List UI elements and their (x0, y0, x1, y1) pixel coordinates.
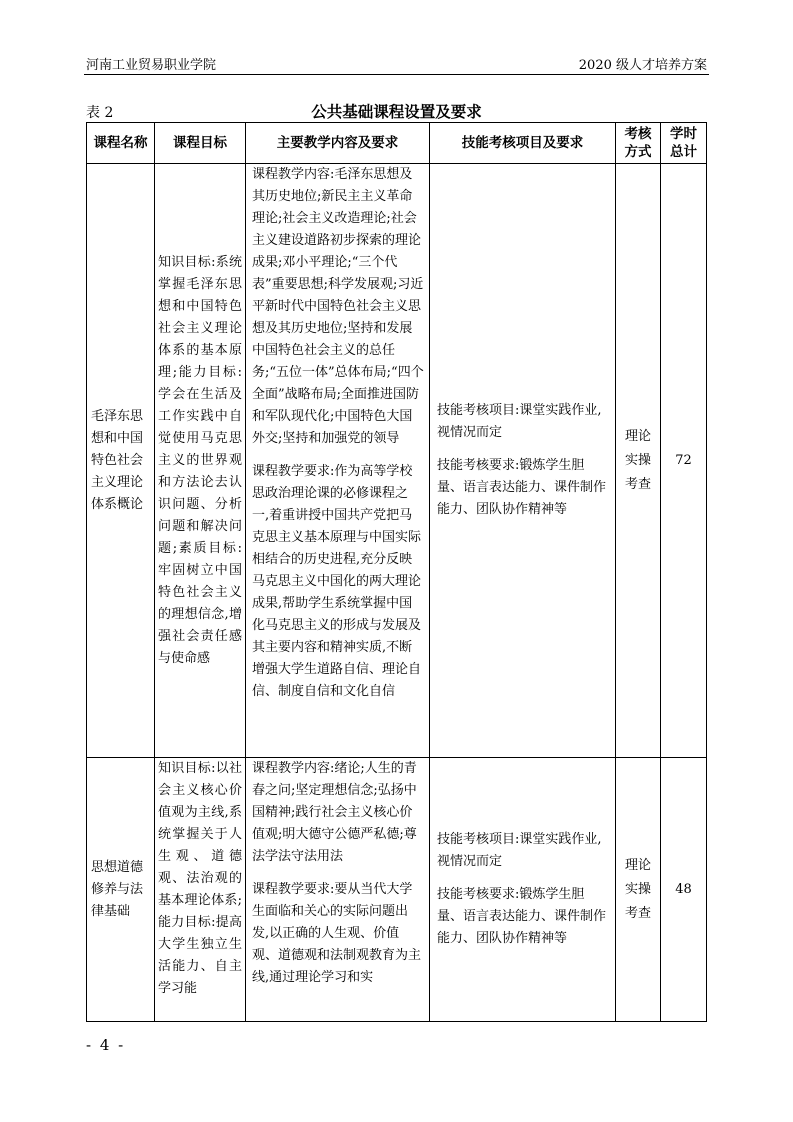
skill-requirement-text: 技能考核要求:锻炼学生胆量、语言表达能力、课件制作能力、团队协作精神等 (437, 458, 607, 517)
column-header-assessment-method: 考核方式 (616, 123, 661, 164)
table-caption (86, 100, 707, 122)
course-goal: 知识目标:系统掌握毛泽东思想和中国特色社会主义理论体系的基本原理;能力目标:学会在生活及工作实践中自觉使用马克思主义的世界观和方法论去认识问题、分析问题和解决问题;素质目标:牢固树立中国特色社会主义的理想信念,增强社会责任感与使命感 (155, 164, 246, 758)
page-header (84, 52, 709, 75)
teaching-requirement-text: 课程教学要求:作为高等学校思政治理论课的必修课程之一,着重讲授中国共产党把马克思主义基本原理与中国实际相结合的历史进程,充分反映马克思主义中国化的两大理论成果,帮助学生系统掌握中国化马克思主义的形成与发展及其主要内容和精神实质,不断增强大学生道路自信、理论自信、制度自信和文化自信 (252, 464, 422, 699)
course-name: 思想道德修养与法律基础 (87, 758, 155, 1022)
skill-item-text: 技能考核项目:课堂实践作业,视情况而定 (437, 403, 602, 440)
assessment-method: 理论 实操 考查 (616, 758, 661, 1022)
table-row (87, 758, 707, 1022)
course-table (86, 122, 707, 1022)
table-row (87, 164, 707, 758)
table-header-row (87, 123, 707, 164)
teaching-content-text: 课程教学内容:毛泽东思想及其历史地位;新民主主义革命理论;社会主义改造理论;社会主义建设道路初步探索的理论成果;邓小平理论;“三个代表”重要思想;科学发展观;习近平新时代中国特色社会主义思想及其历史地位;坚持和发展中国特色社会主义的总任务;“五位一体”总体布局;“四个全面”战略布局;全面推进国防和军队现代化;中国特色大国外交;坚持和加强党的领导 (252, 167, 424, 446)
column-header-course-goal: 课程目标 (155, 123, 246, 164)
skill-assessment (430, 164, 616, 758)
total-hours: 72 (661, 164, 707, 758)
skill-assessment (430, 758, 616, 1022)
page-number: - 4 - (86, 1036, 126, 1054)
course-name: 毛泽东思想和中国特色社会主义理论体系概论 (87, 164, 155, 758)
course-goal: 知识目标:以社会主义核心价值观为主线,系统掌握关于人生观、道德观、法治观的基本理论体系;能力目标:提高大学生独立生活能力、自主学习能 (155, 758, 246, 1022)
header-school-name: 河南工业贸易职业学院 (86, 58, 217, 73)
assessment-method: 理论 实操 考查 (616, 164, 661, 758)
header-document-title: 2020 级人才培养方案 (578, 58, 707, 73)
teaching-content (246, 758, 430, 1022)
total-hours: 48 (661, 758, 707, 1022)
column-header-total-hours: 学时总计 (661, 123, 707, 164)
column-header-skill-assessment: 技能考核项目及要求 (430, 123, 616, 164)
table-title: 公共基础课程设置及要求 (311, 103, 482, 121)
teaching-content-text: 课程教学内容:绪论;人生的青春之问;坚定理想信念;弘扬中国精神;践行社会主义核心价值观;明大德守公德严私德;尊法学法守法用法 (252, 761, 417, 864)
column-header-teaching-content: 主要教学内容及要求 (246, 123, 430, 164)
column-header-course-name: 课程名称 (87, 123, 155, 164)
table-number: 表 2 (86, 105, 114, 121)
skill-requirement-text: 技能考核要求:锻炼学生胆量、语言表达能力、课件制作能力、团队协作精神等 (437, 887, 607, 946)
teaching-content (246, 164, 430, 758)
teaching-requirement-text: 课程教学要求:要从当代大学生面临和关心的实际问题出发,以正确的人生观、价值观、道德观和法制观教育为主线,通过理论学习和实 (252, 882, 422, 985)
skill-item-text: 技能考核项目:课堂实践作业,视情况而定 (437, 832, 602, 869)
